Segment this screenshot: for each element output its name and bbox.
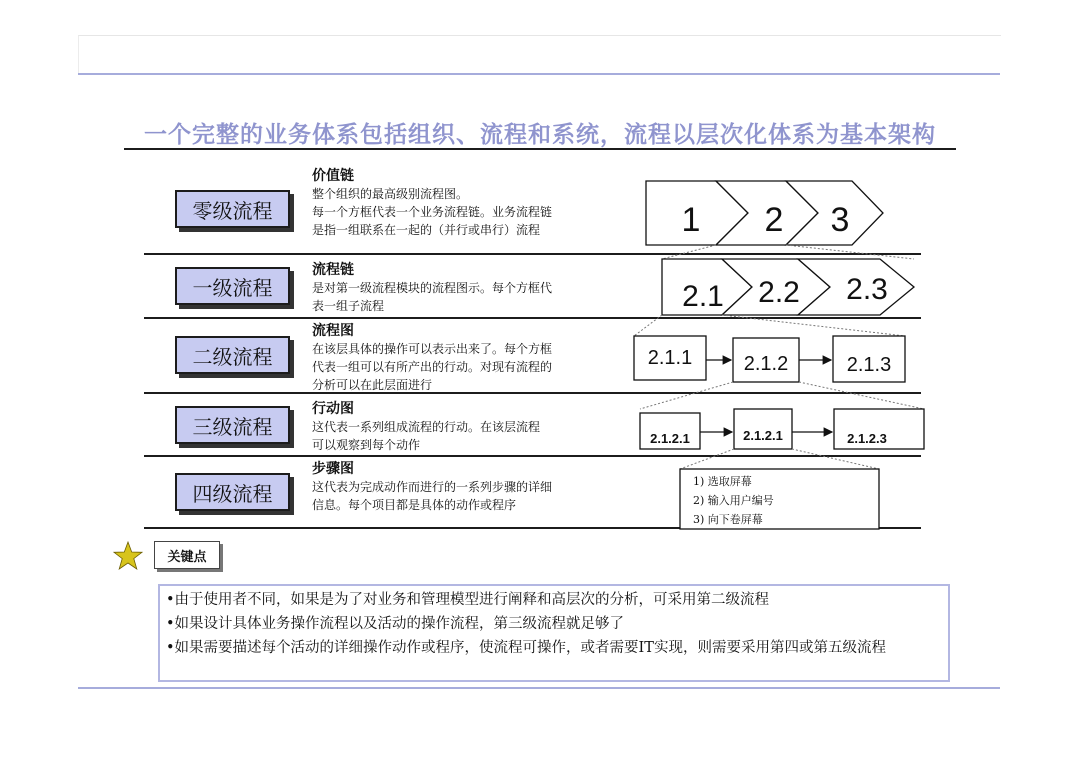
zoom-line xyxy=(662,245,716,259)
level-text-line: 分析可以在此层面进行 xyxy=(312,378,433,392)
zoom-line xyxy=(799,382,924,409)
level-heading: 流程链 xyxy=(312,262,354,278)
process-box-label: 2.1.1 xyxy=(647,347,693,369)
process-box-label: 2.1.2 xyxy=(743,353,789,375)
step-item: 2) 输入用户编号 xyxy=(693,494,774,507)
zoom-line xyxy=(786,245,914,259)
level-text-line: 是指一组联系在一起的（并行或串行）流程 xyxy=(312,223,541,237)
zoom-line xyxy=(640,382,733,409)
level-text-line: 代表一组可以有所产出的行动。对现有流程的 xyxy=(312,360,553,374)
level-badge-4: 四级流程 xyxy=(175,473,290,511)
chevron-label-2-3: 2.3 xyxy=(846,273,888,306)
key-point-item: •由于使用者不同，如果是为了对业务和管理模型进行阐释和高层次的分析，可采用第二级流程 xyxy=(166,592,770,608)
level-text-line: 整个组织的最高级别流程图。 xyxy=(312,187,469,201)
star-icon xyxy=(113,540,143,572)
chevron-label-2-2: 2.2 xyxy=(758,276,800,309)
level-heading: 行动图 xyxy=(312,401,354,417)
zoom-line xyxy=(722,315,905,336)
level-text-line: 可以观察到每个动作 xyxy=(312,438,421,452)
level-heading: 流程图 xyxy=(312,323,354,339)
zoom-line xyxy=(634,315,662,336)
level-badge-1: 一级流程 xyxy=(175,267,290,305)
level-heading: 步骤图 xyxy=(312,461,354,477)
key-points-box xyxy=(158,584,950,682)
chevron-label-1: 1 xyxy=(681,201,701,239)
chevron-label-2-1: 2.1 xyxy=(682,280,724,313)
chevron-label-3: 3 xyxy=(830,201,850,239)
level-text-line: 信息。每个项目都是具体的动作或程序 xyxy=(312,498,517,512)
step-item: 1) 选取屏幕 xyxy=(693,475,752,488)
level-text-line: 在该层具体的操作可以表示出来了。每个方框 xyxy=(312,342,553,356)
level-text-line: 每一个方框代表一个业务流程链。业务流程链 xyxy=(312,205,553,219)
level-text-line: 是对第一级流程模块的流程图示。每个方框代 xyxy=(312,281,553,295)
action-box-label: 2.1.2.3 xyxy=(847,431,887,446)
key-point-item: •如果设计具体业务操作流程以及活动的操作流程，第三级流程就足够了 xyxy=(166,616,625,632)
footer-rule xyxy=(78,687,1000,689)
level-badge-2: 二级流程 xyxy=(175,336,290,374)
action-box-label: 2.1.2.1 xyxy=(650,431,690,446)
level-heading: 价值链 xyxy=(312,168,354,184)
zoom-line xyxy=(680,449,734,469)
level-badge-3: 三级流程 xyxy=(175,406,290,444)
zoom-line xyxy=(792,449,879,469)
level-text-line: 这代表一系列组成流程的行动。在该层流程 xyxy=(312,420,541,434)
level-text-line: 这代表为完成动作而进行的一系列步骤的详细 xyxy=(312,480,553,494)
key-points-label: 关键点 xyxy=(154,541,220,569)
key-point-item: •如果需要描述每个活动的详细操作动作或程序，使流程可操作，或者需要IT实现，则需要采用第四或第五级流程 xyxy=(166,640,886,656)
step-item: 3) 向下卷屏幕 xyxy=(693,513,763,526)
level-badge-0: 零级流程 xyxy=(175,190,290,228)
process-box-label: 2.1.3 xyxy=(846,354,892,376)
level-text-line: 表一组子流程 xyxy=(312,299,385,313)
chevron-label-2: 2 xyxy=(764,201,784,239)
action-box-label: 2.1.2.1 xyxy=(743,428,783,443)
page-title: 一个完整的业务体系包括组织、流程和系统，流程以层次化体系为基本架构 xyxy=(144,121,936,148)
